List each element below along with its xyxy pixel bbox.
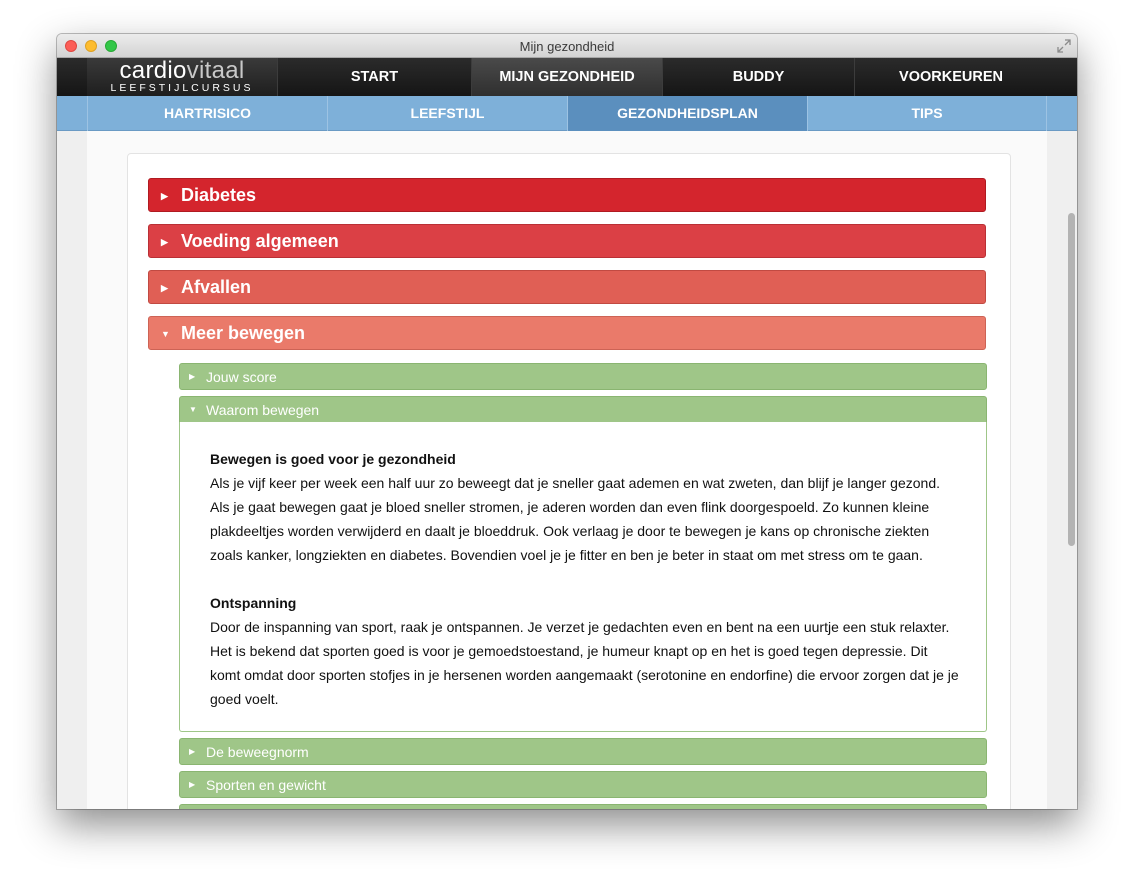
logo-part1: cardio (119, 57, 187, 84)
fullscreen-icon[interactable] (1057, 39, 1071, 53)
caret-right-icon: ▶ (161, 191, 168, 201)
accordion-diabetes[interactable] (148, 178, 986, 212)
caret-right-icon: ▶ (189, 780, 196, 789)
subsection-label: Jouw score (206, 369, 277, 385)
scrollbar-thumb[interactable] (1068, 213, 1075, 546)
subsection-de-beweegnorm[interactable] (179, 738, 987, 765)
caret-down-icon: ▼ (161, 329, 170, 339)
caret-right-icon: ▶ (161, 237, 168, 247)
content-section (210, 447, 960, 567)
nav-buddy[interactable]: BUDDY (662, 58, 854, 96)
subsection-label: De beweegnorm (206, 744, 309, 760)
section-text: Als je vijf keer per week een half uur zo beweegt dat je sneller gaat ademen en wat zweten, dan blijf je langer gezond. Als je gaat bewegen gaat je bloed sneller stromen, je aderen worden dan even flink doorgespoeld. Zo kunnen kleine plakdeeltjes worden verwijderd en daalt je bloeddruk. Ook verlaag je door te bewegen je kans op chronische ziekten zoals kanker, longziekten en diabetes. Bovendien voel je je fitter en ben je beter in staat om met stress om te gaan. (210, 475, 940, 563)
accordion-afvallen[interactable] (148, 270, 986, 304)
subsection-label: Sporten en gewicht (206, 777, 326, 793)
subnav-hartrisico[interactable]: HARTRISICO (87, 96, 327, 131)
subsection-content (179, 422, 987, 732)
subsection-sporten-en-gewicht[interactable] (179, 771, 987, 798)
subsection-next[interactable] (179, 804, 987, 809)
caret-right-icon: ▶ (189, 747, 196, 756)
section-text: Door de inspanning van sport, raak je ontspannen. Je verzet je gedachten even en bent na een uurtje een stuk relaxter. Het is bekend dat sporten goed is voor je gemoedstoestand, je humeur knapt op en het is goed tegen depressie. Dit komt omdat door sporten stofjes in je hersenen worden aangemaakt (serotonine en endorfine) die ervoor zorgen dat je je goed voelt. (210, 619, 959, 707)
subnav-gezondheidsplan[interactable]: GEZONDHEIDSPLAN (567, 96, 807, 131)
title-bar (57, 34, 1077, 58)
section-title: Bewegen is goed voor je gezondheid (210, 451, 456, 467)
nav-start[interactable]: START (277, 58, 471, 96)
subnav-tips[interactable]: TIPS (807, 96, 1047, 131)
caret-right-icon: ▶ (189, 372, 196, 381)
accordion-label: Meer bewegen (181, 323, 306, 343)
logo-part2: vitaal (186, 57, 245, 84)
subsection-jouw-score[interactable] (179, 363, 987, 390)
scrollbar[interactable] (1064, 131, 1077, 809)
window-title: Mijn gezondheid (519, 39, 615, 54)
section-title: Ontspanning (210, 595, 297, 611)
nav-voorkeuren[interactable]: VOORKEUREN (854, 58, 1047, 96)
app-window (57, 34, 1077, 809)
subsection-waarom-bewegen[interactable] (179, 396, 987, 423)
nav-mijn-gezondheid[interactable]: MIJN GEZONDHEID (471, 58, 662, 96)
accordion-label: Afvallen (181, 277, 252, 297)
accordion-meer-bewegen[interactable] (148, 316, 986, 350)
subnav-leefstijl[interactable]: LEEFSTIJL (327, 96, 567, 131)
caret-down-icon: ▼ (189, 405, 197, 414)
accordion-label: Diabetes (181, 185, 257, 205)
accordion-label: Voeding algemeen (181, 231, 339, 251)
logo[interactable] (87, 58, 277, 96)
caret-right-icon: ▶ (161, 283, 168, 293)
content-section (210, 591, 960, 711)
subsection-label: Waarom bewegen (206, 402, 320, 418)
accordion-voeding-algemeen[interactable] (148, 224, 986, 258)
logo-subtitle: LEEFSTIJLCURSUS (110, 82, 254, 94)
